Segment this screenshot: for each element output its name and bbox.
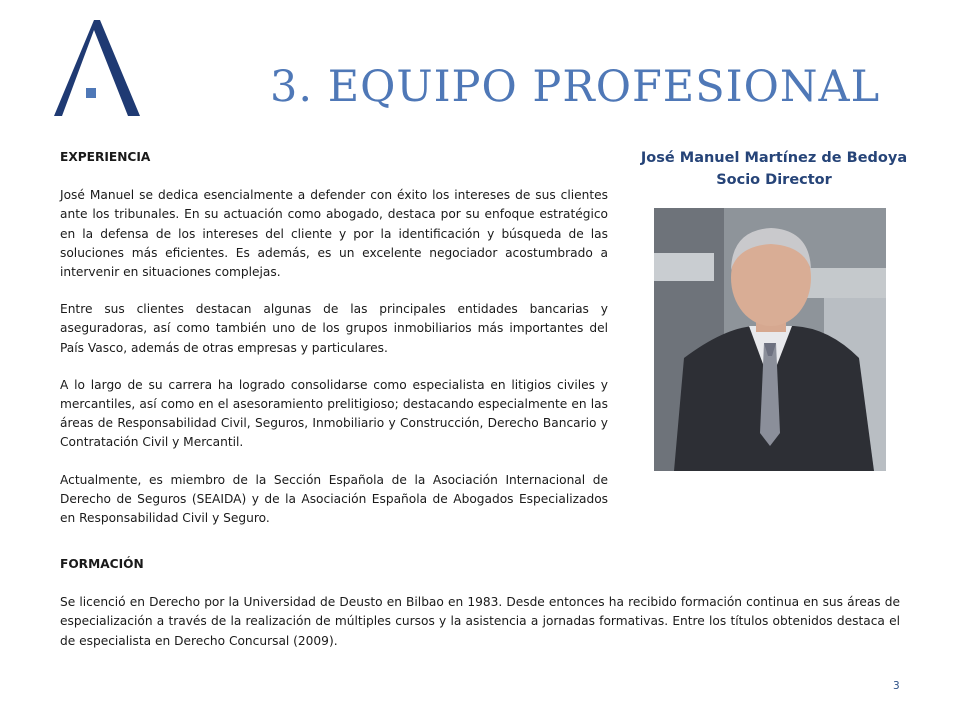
page-number: 3 <box>893 680 900 692</box>
education-text: Se licenció en Derecho por la Universidad de Deusto en Bilbao en 1983. Desde entonces ha recibido formación continua en sus áreas de especialización a través de la realización de múltiples cursos y la asistencia a jornadas formativas. Entre los títulos obtenidos destaca el de especialista en Derecho Concursal (2009). <box>60 595 900 648</box>
experience-paragraph: José Manuel se dedica esencialmente a defender con éxito los intereses de sus clientes ante los tribunales. En su actuación como abogado, destaca por su enfoque estratégico en la defensa de los intereses del cliente y por la identificación y búsqueda de las soluciones más eficientes. Es además, es un excelente negociador acostumbrado a intervenir en situaciones complejas. <box>60 188 608 280</box>
experience-section <box>60 148 608 546</box>
education-section <box>60 555 900 651</box>
experience-paragraph: Actualmente, es miembro de la Sección Española de la Asociación Internacional de Derecho de Seguros (SEAIDA) y de la Asociación Española de Abogados Especializados en Responsabilidad Civil y Seguro. <box>60 472 608 526</box>
profile-role: Socio Director <box>716 172 832 188</box>
experience-paragraph: A lo largo de su carrera ha logrado consolidarse como especialista en litigios civiles y mercantiles, así como en el asesoramiento prelitigioso; destacando especialmente en las áreas de Responsabilidad Civil, Seguros, Inmobiliario y Construcción, Derecho Bancario y Contratación Civil y Mercantil. <box>60 377 608 450</box>
serif-letter-a-logo <box>50 18 142 118</box>
portrait-illustration <box>654 208 886 471</box>
experience-heading: EXPERIENCIA <box>60 150 151 164</box>
profile-name: José Manuel Martínez de Bedoya <box>640 150 908 166</box>
portrait-photo <box>654 208 886 471</box>
experience-paragraph: Entre sus clientes destacan algunas de las principales entidades bancarias y aseguradoras, así como también uno de los grupos inmobiliarios más importantes del País Vasco, además de otras empresas y particulares. <box>60 302 608 355</box>
profile-header <box>634 147 914 191</box>
education-heading: FORMACIÓN <box>60 557 144 571</box>
page-title: 3. EQUIPO PROFESIONAL <box>270 62 881 112</box>
